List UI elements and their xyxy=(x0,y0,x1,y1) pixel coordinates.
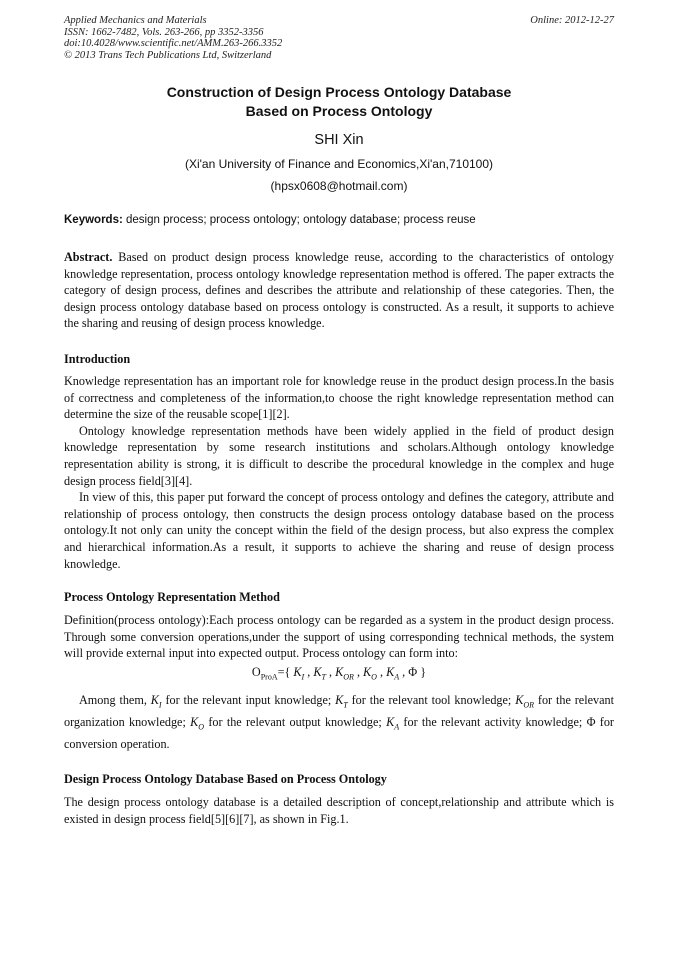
issn-line: ISSN: 1662-7482, Vols. 263-266, pp 3352-3356 xyxy=(64,26,264,38)
affiliation: (Xi'an University of Finance and Economics,Xi'an,710100) xyxy=(184,157,494,171)
method-definition: Definition(process ontology):Each process ontology can be regarded as a system in the product design process. Through some conversion operations,under the support of using corresponding technical methods, the system will provide external input into expected output. Process ontology can form into: xyxy=(64,613,614,661)
section-heading-database: Design Process Ontology Database Based on Process Ontology xyxy=(64,772,387,786)
copyright-line: © 2013 Trans Tech Publications Ltd, Switzerland xyxy=(64,49,272,61)
intro-p2: Ontology knowledge representation methods have been widely applied in the field of product design knowledge representation by some research institutions and scholars.Although ontology knowledge representation ability is strong, it is difficult to describe the procedural knowledge in the complex and huge design process field[3][4]. xyxy=(64,423,614,488)
section-heading-introduction: Introduction xyxy=(64,352,131,366)
intro-p1: Knowledge representation has an important role for knowledge reuse in the product design process.In the basis of correctness and completeness of the information,to choose the right knowledge representation method can determine the size of the reusable scope[1][2]. xyxy=(64,374,614,422)
author-email: (hpsx0608@hotmail.com) xyxy=(270,179,408,193)
abstract-label: Abstract. xyxy=(64,250,113,264)
section-heading-method: Process Ontology Representation Method xyxy=(64,590,280,604)
abstract-text: Based on product design process knowledge reuse, according to the characteristics of ontology knowledge representation, process ontology knowledge representation method is offered. The paper extracts the category of design process, defines and describes the attribute and relationship of these categories. Then, the design process ontology database based on process ontology is constructed. As a result, it supports to achieve the sharing and reusing of design process knowledge. xyxy=(64,250,614,331)
keywords-label: Keywords: xyxy=(64,214,123,226)
title-line-1: Construction of Design Process Ontology Database xyxy=(166,84,512,100)
intro-p3: In view of this, this paper put forward the concept of process ontology and defines the category, attribute and relationship of process ontology, then constructs the design process ontology database based on the process ontology.It not only can unity the concept within the field of the design process, but also express the complex and hierarchical information.As a result, it supports to achieve the sharing and reuse of design process knowledge. xyxy=(64,490,614,571)
doi-line: doi:10.4028/www.scientific.net/AMM.263-266.3352 xyxy=(64,38,283,49)
author-name: SHI Xin xyxy=(314,132,364,148)
journal-name: Applied Mechanics and Materials xyxy=(64,15,207,26)
method-symbols-paragraph: Among them, $K_I$ for the relevant input knowledge; $K_T$ for the relevant tool knowledge; $K_{OR}$ for the relevant organization knowledge; $K_O$ for the relevant output knowledge; $K_A$ for the relevant activity knowledge; Φ for conversion operation. xyxy=(64,693,614,752)
paper-title xyxy=(64,83,614,121)
keywords xyxy=(64,214,614,226)
intro-paragraph xyxy=(64,373,614,572)
abstract xyxy=(64,249,614,332)
online-date: Online: 2012-12-27 xyxy=(530,15,614,26)
keywords-text: design process; process ontology; ontology database; process reuse xyxy=(122,214,476,226)
process-ontology-formula: $O_{ProA}=${ $K_I$ , $K_T$ , $K_{OR}$ , $K_O$ , $K_A$ , Φ } xyxy=(251,665,427,682)
title-line-2: Based on Process Ontology xyxy=(245,103,433,119)
database-paragraph: The design process ontology database is a detailed description of concept,relationship and attribute which is existed in design process field[5][6][7], as shown in Fig.1. xyxy=(64,795,614,826)
journal-header xyxy=(64,15,282,61)
